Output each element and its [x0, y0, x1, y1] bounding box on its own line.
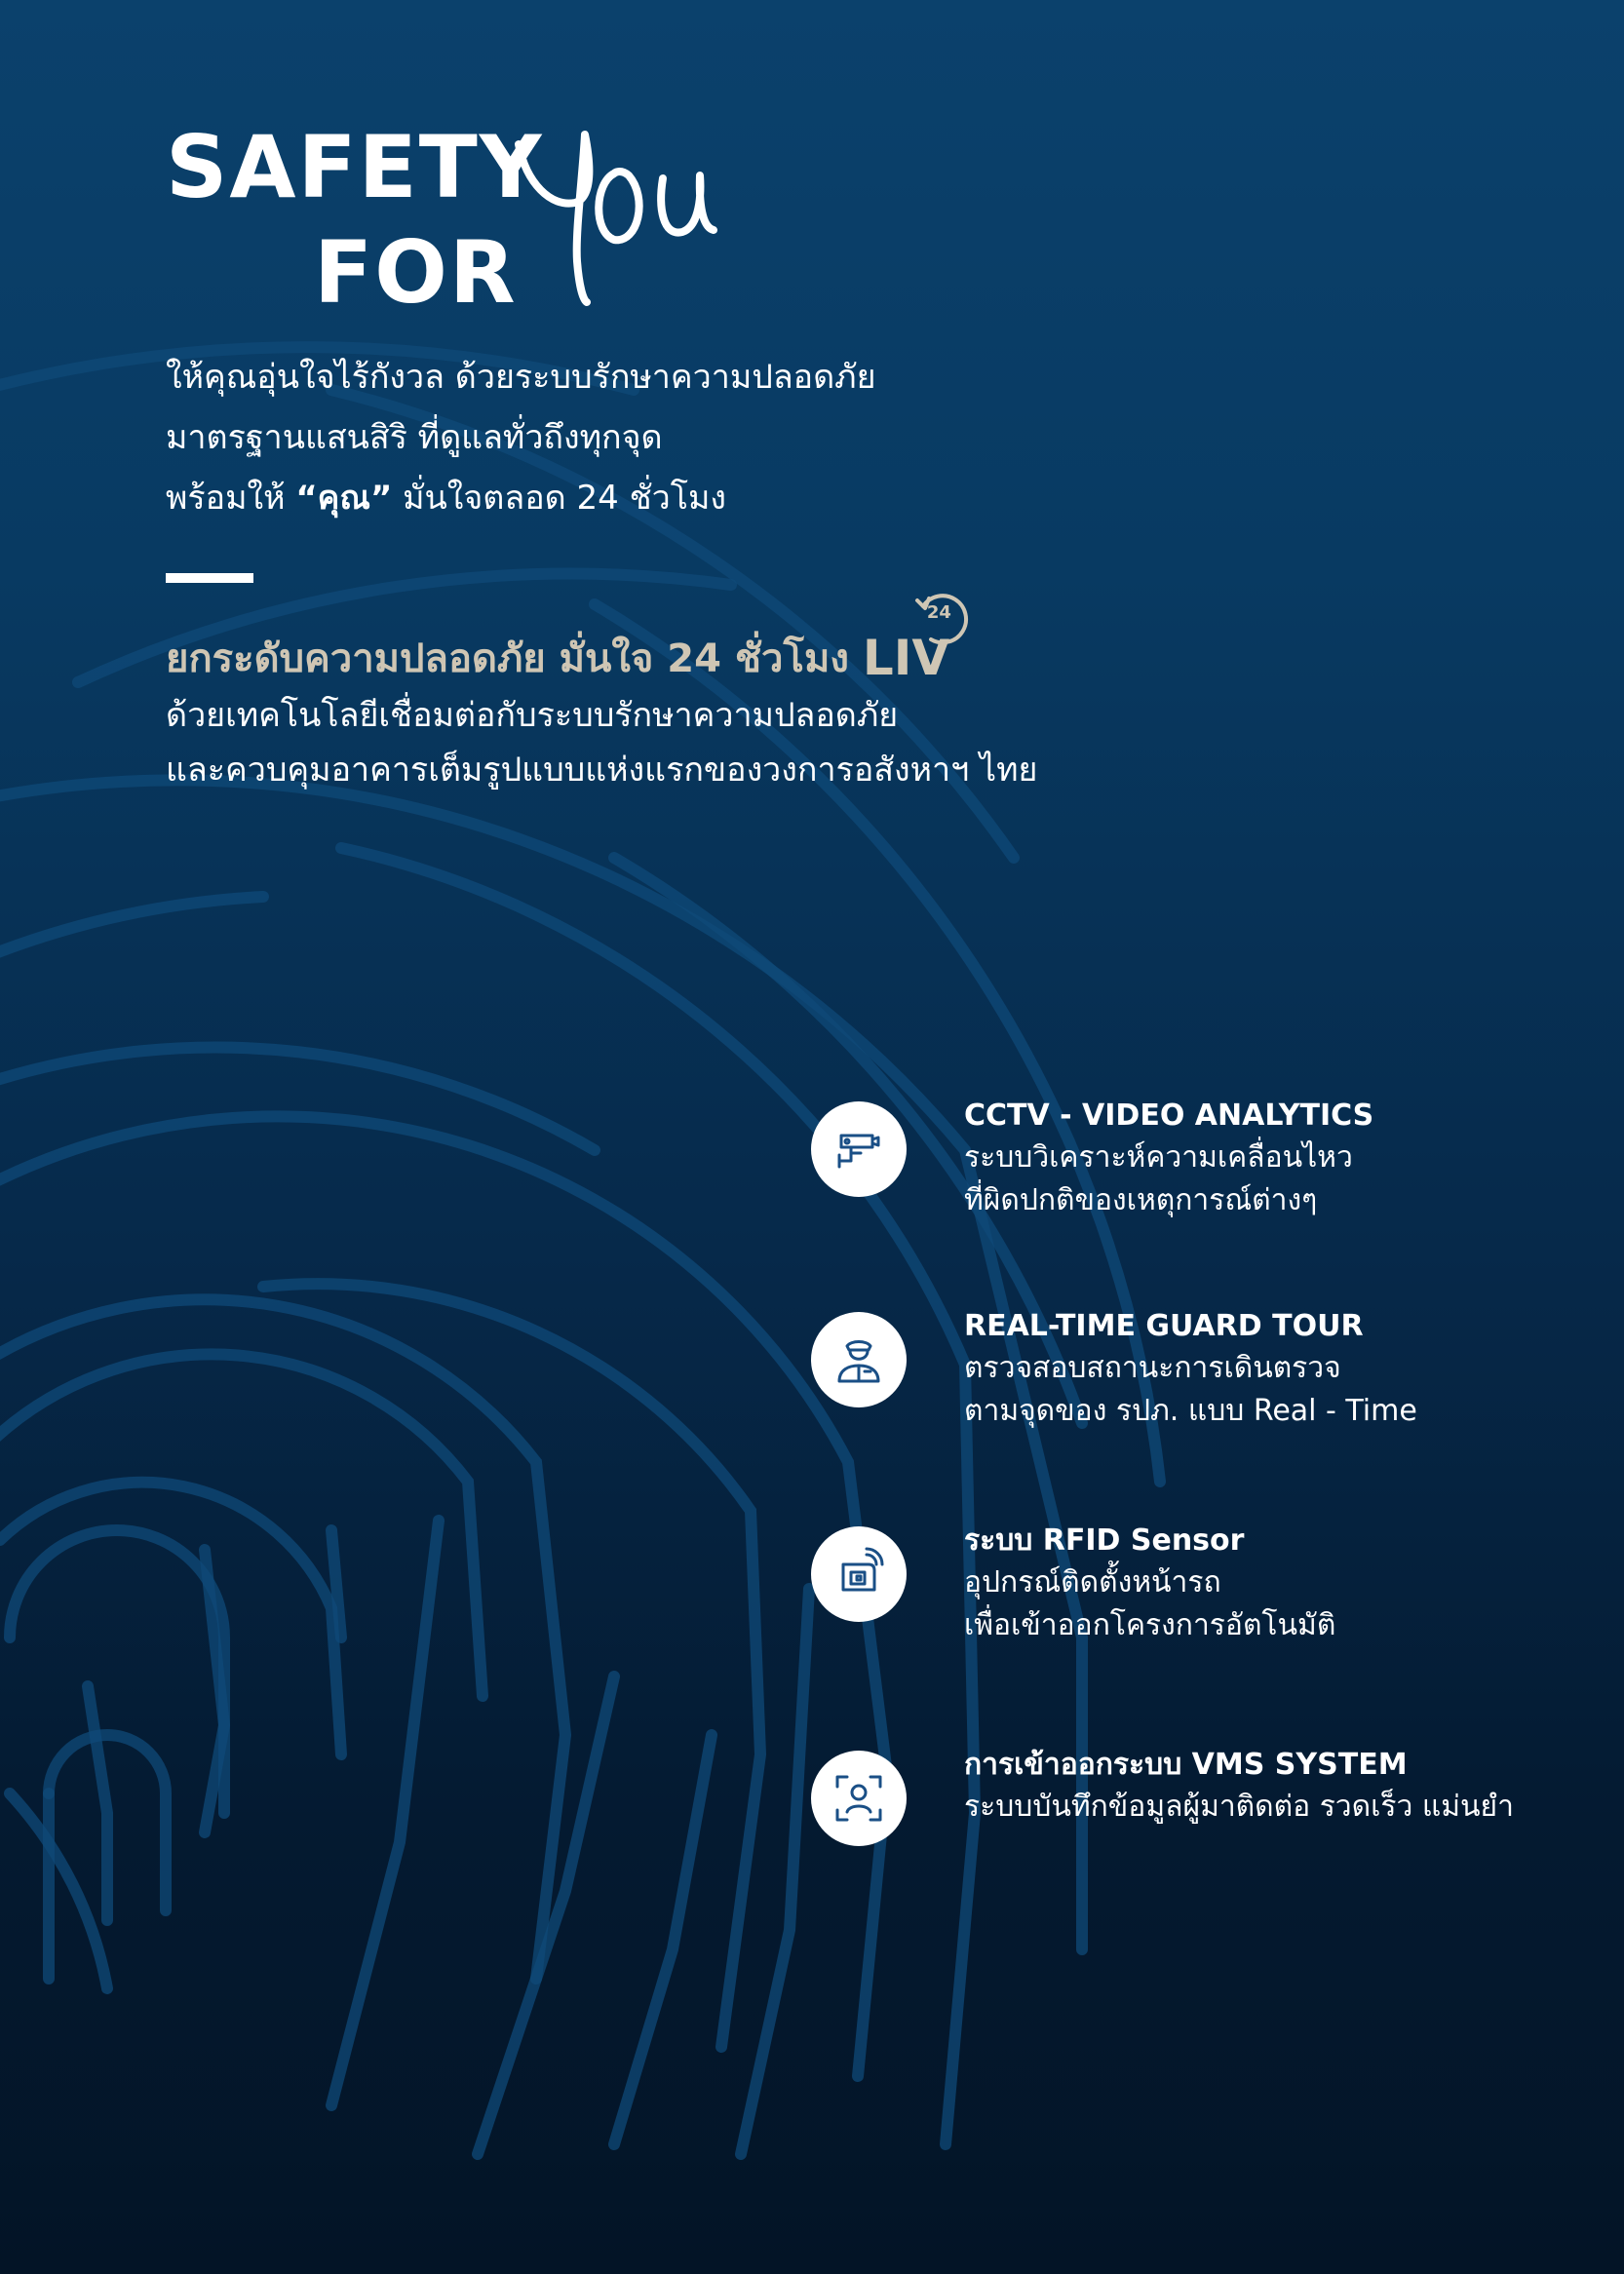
face-scan-icon: [811, 1751, 907, 1846]
rfid-sensor-icon: [811, 1526, 907, 1622]
liv24-badge-number: 24: [926, 602, 951, 623]
section-divider: [166, 573, 253, 583]
feature-vms-text: [964, 1745, 1568, 1829]
liv24-logo-text: LIV: [862, 630, 950, 686]
feature-rfid: [811, 1521, 1571, 1677]
feature-cctv-text: [964, 1096, 1568, 1222]
feature-title: การเข้าออกระบบ VMS SYSTEM: [964, 1748, 1408, 1782]
feature-desc-line-1: ระบบวิเคราะห์ความเคลื่อนไหว: [964, 1140, 1353, 1175]
feature-desc-line-2: ตามจุดของ รปภ. แบบ Real - Time: [964, 1394, 1417, 1428]
feature-title: REAL-TIME GUARD TOUR: [964, 1309, 1364, 1343]
feature-cctv: [811, 1096, 1571, 1252]
hero-title-for: FOR: [314, 222, 518, 323]
hero-title-safety: SAFETY: [166, 117, 544, 217]
intro-line-1: ให้คุณอุ่นใจไร้กังวล ด้วยระบบรักษาความปลอดภัย: [166, 358, 876, 397]
intro-line-3-bold: “คุณ”: [295, 479, 393, 518]
intro-line-2: มาตรฐานแสนสิริ ที่ดูแลทั่วถึงทุกจุด: [166, 418, 663, 457]
subheading-text: ยกระดับความปลอดภัย มั่นใจ 24 ชั่วโมง: [166, 636, 849, 681]
feature-desc-line-2: ที่ผิดปกติของเหตุการณ์ต่างๆ: [964, 1183, 1318, 1217]
intro-line-3: [166, 468, 1043, 528]
feature-vms: [811, 1745, 1571, 1901]
feature-title: ระบบ RFID Sensor: [964, 1523, 1245, 1558]
hero-script-you: [507, 115, 760, 310]
feature-guard-tour: [811, 1306, 1571, 1462]
security-guard-icon: [811, 1312, 907, 1407]
description-line-1: ด้วยเทคโนโลยีเชื่อมต่อกับระบบรักษาความปลอดภัย: [166, 696, 899, 735]
feature-desc-line-1: อุปกรณ์ติดตั้งหน้ารถ: [964, 1565, 1221, 1600]
description-line-2: และควบคุมอาคารเต็มรูปแบบแห่งแรกของวงการอสังหาฯ ไทย: [166, 751, 1038, 790]
feature-rfid-text: [964, 1521, 1568, 1647]
intro-line-3-before: พร้อมให้: [166, 479, 296, 518]
description: [166, 688, 1141, 797]
liv24-logo: [862, 602, 980, 686]
hero-title: [166, 115, 751, 323]
subheading: [166, 602, 980, 686]
intro-line-3-after: มั่นใจตลอด 24 ชั่วโมง: [392, 479, 727, 518]
feature-guard-tour-text: [964, 1306, 1568, 1433]
feature-desc-line-2: เพื่อเข้าออกโครงการอัตโนมัติ: [964, 1608, 1336, 1642]
feature-desc-line-1: ตรวจสอบสถานะการเดินตรวจ: [964, 1351, 1341, 1385]
intro-paragraph: [166, 347, 1043, 528]
feature-desc-line-1: ระบบบันทึกข้อมูลผู้มาติดต่อ รวดเร็ว แม่นยำ: [964, 1790, 1514, 1824]
cctv-camera-icon: [811, 1101, 907, 1197]
feature-title: CCTV - VIDEO ANALYTICS: [964, 1098, 1374, 1133]
